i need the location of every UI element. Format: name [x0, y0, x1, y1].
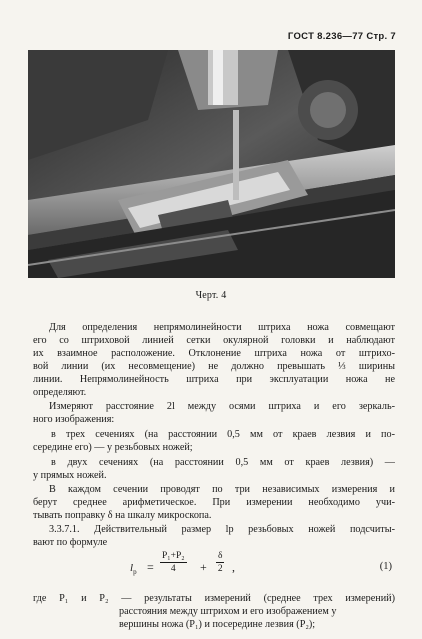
- formula-fraction-2: [216, 551, 224, 574]
- text-line: в трех сечениях (на расстоянии 0,5 мм от краев лезвия и по-: [51, 429, 395, 440]
- text-line: 3.3.7.1. Действительный размер lр резьбовых ножей подсчиты-: [49, 524, 395, 535]
- formula-lhs: [130, 562, 137, 576]
- text-line: Измеряют расстояние 2l между осями штриха и его зеркаль-: [49, 401, 395, 412]
- formula-number: (1): [379, 561, 392, 572]
- text-line: вой линии (их несовмещение) не должно превышать ⅓ ширины: [33, 361, 395, 372]
- fraction-1-numerator: P₁+P₂: [162, 551, 185, 561]
- text-line: их взаимное расположение. Отклонение штриха ножа от штрихо-: [33, 348, 395, 359]
- text-line: ного изображения:: [33, 414, 115, 425]
- instrument-photograph: [28, 50, 395, 278]
- formula-lhs-var: l: [130, 562, 134, 574]
- text-line: в двух сечениях (на расстоянии 0,5 мм от краев лезвия) —: [51, 457, 395, 468]
- formula-comma: ,: [232, 560, 235, 574]
- text-line: Для определения непрямолинейности штриха ножа совмещают: [49, 322, 395, 333]
- text-line: вают по формуле: [33, 537, 108, 548]
- formula-lhs-sub: p: [133, 568, 137, 577]
- text-line: определяют.: [33, 387, 87, 398]
- text-line: у прямых ножей.: [33, 470, 107, 481]
- text-line: середине его) — у резьбовых ножей;: [33, 442, 193, 453]
- text-line: В каждом сечении проводят по три независимых измерения и: [49, 484, 395, 495]
- text-line: берут среднее арифметическое. При измерении необходимо учи-: [33, 497, 395, 508]
- text-line: его со штриховой линией сетки окулярной головки и наблюдают: [33, 335, 395, 346]
- fraction-2-denominator: 2: [217, 564, 223, 574]
- text-line: тывать поправку δ на шкалу микроскопа.: [33, 510, 212, 521]
- text-line: линии. Непрямолинейность штриха при эксплуатации ножа не: [33, 374, 395, 385]
- formula-fraction-1: [160, 551, 187, 574]
- where-line: расстояния между штрихом и его изображением у: [119, 606, 337, 617]
- fraction-1-denominator: 4: [170, 564, 176, 574]
- formula-1: [0, 551, 422, 587]
- page-header: ГОСТ 8.236—77 Стр. 7: [287, 31, 396, 42]
- where-line: вершины ножа (P₁) и посередине лезвия (P₂);: [119, 619, 316, 630]
- fraction-2-numerator: δ: [218, 551, 223, 561]
- where-line: где P₁ и P₂ — результаты измерений (среднее трех измерений): [33, 593, 395, 604]
- formula-equals: =: [147, 560, 154, 574]
- figure-caption: Черт. 4: [195, 290, 227, 301]
- formula-plus: +: [200, 560, 207, 574]
